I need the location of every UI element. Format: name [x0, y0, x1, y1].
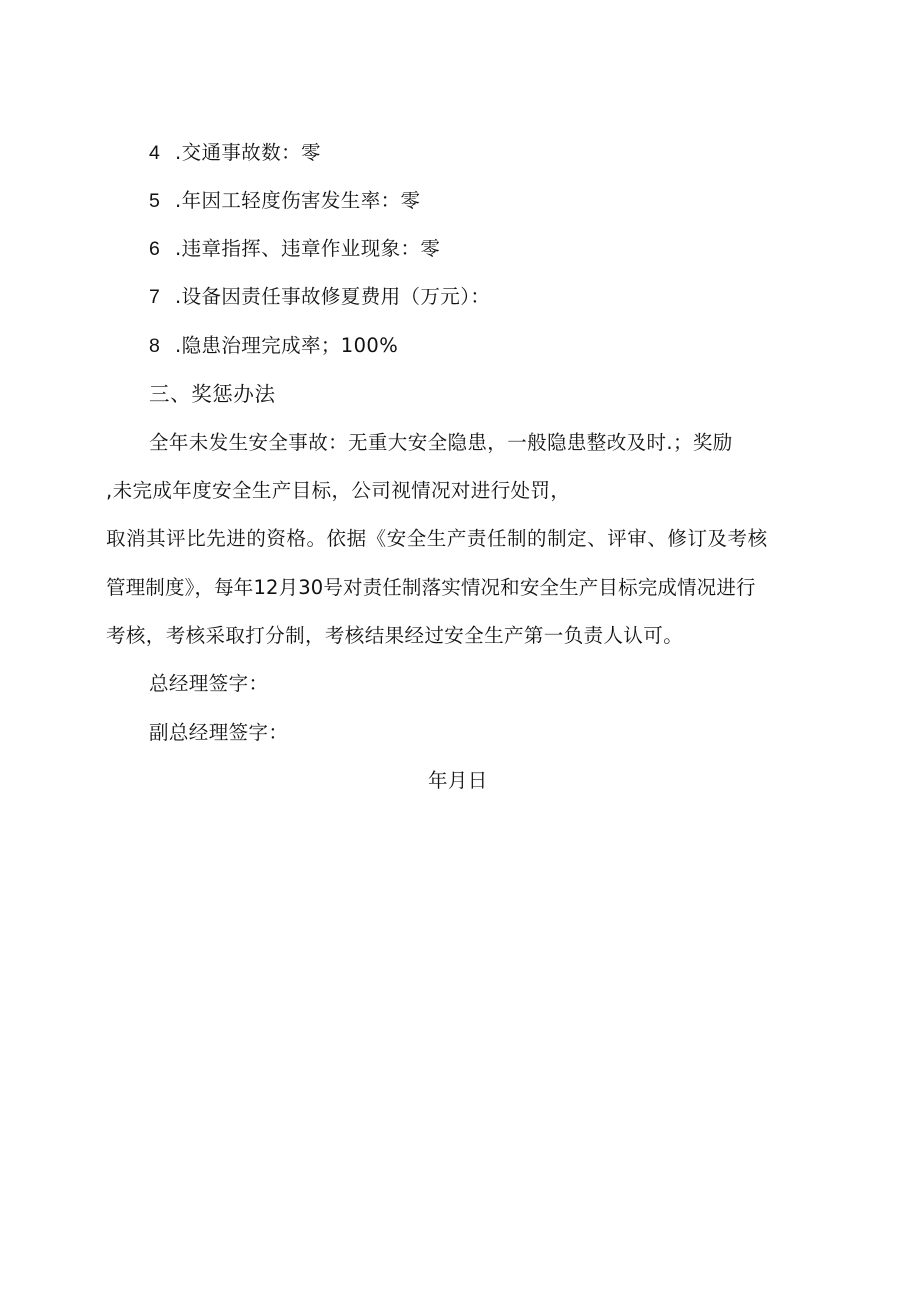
- list-item-text: .年因工轻度伤害发生率：零: [175, 189, 421, 212]
- list-item: [149, 283, 490, 311]
- list-item: [149, 187, 420, 215]
- section-heading: 三、奖惩办法: [149, 382, 276, 406]
- list-item: [149, 332, 398, 360]
- paragraph-line: 取消其评比先进的资格。依据《安全生产责任制的制定、评审、修订及考核: [106, 527, 768, 550]
- paragraph-line: 考核，考核采取打分制，考核结果经过安全生产第一负责人认可。: [106, 624, 684, 647]
- list-item-text: .违章指挥、违章作业现象：零: [175, 237, 441, 260]
- list-item-text: .交通事故数：零: [175, 141, 321, 164]
- deputy-gm-signature-label: 副总经理签字：: [149, 721, 289, 744]
- list-item-number: 6: [149, 238, 161, 260]
- list-item: [149, 139, 321, 167]
- paragraph-line: 管理制度》，每年12月30号对责任制落实情况和安全生产目标完成情况进行: [106, 576, 756, 599]
- list-item-number: 7: [149, 286, 161, 308]
- list-item-number: 8: [149, 335, 161, 357]
- date-line: 年月日: [428, 769, 488, 792]
- gm-signature-label: 总经理签字：: [149, 672, 269, 695]
- paragraph-line: ,未完成年度安全生产目标，公司视情况对进行处罚，: [106, 479, 571, 502]
- list-item-text: .隐患治理完成率；100%: [175, 334, 399, 357]
- list-item-number: 4: [149, 142, 161, 164]
- list-item: [149, 235, 440, 263]
- list-item-number: 5: [149, 190, 161, 212]
- list-item-text: .设备因责任事故修夏费用（万元）：: [175, 285, 491, 308]
- paragraph-line: 全年未发生安全事故：无重大安全隐患，一般隐患整改及时.；奖励: [149, 431, 733, 454]
